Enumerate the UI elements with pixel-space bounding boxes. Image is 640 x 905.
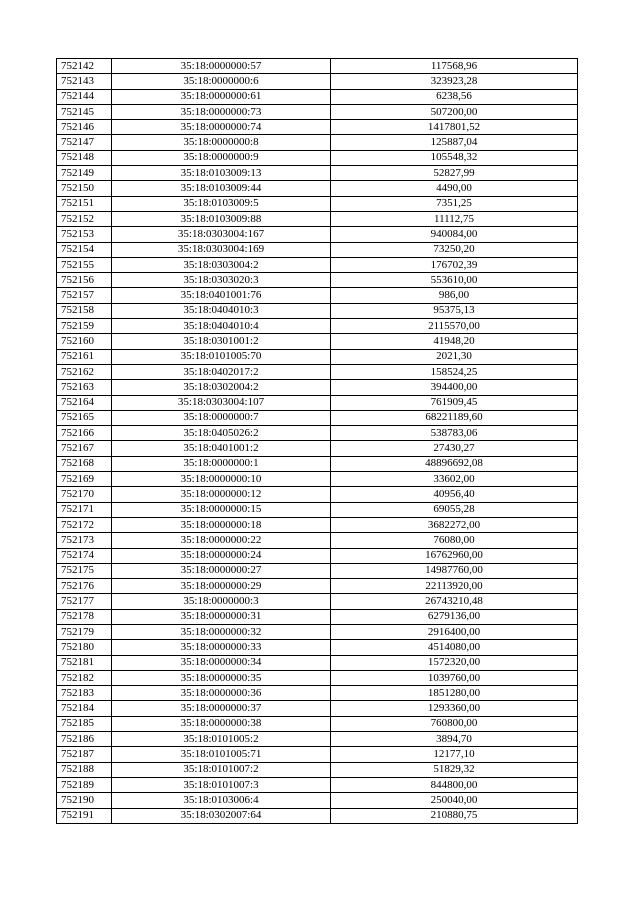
cadastral-number-cell: 35:18:0303004:107 bbox=[112, 395, 331, 410]
cadastral-value-cell: 1039760,00 bbox=[331, 670, 578, 685]
cadastral-number-cell: 35:18:0000000:7 bbox=[112, 410, 331, 425]
cadastral-value-cell: 27430,27 bbox=[331, 441, 578, 456]
cadastral-value-cell: 6279136,00 bbox=[331, 609, 578, 624]
table-row bbox=[57, 395, 578, 410]
record-number-cell: 752174 bbox=[57, 548, 112, 563]
cadastral-value-cell: 507200,00 bbox=[331, 104, 578, 119]
record-number-cell: 752163 bbox=[57, 380, 112, 395]
table-row bbox=[57, 655, 578, 670]
table-row bbox=[57, 288, 578, 303]
table-row bbox=[57, 762, 578, 777]
cadastral-number-cell: 35:18:0000000:32 bbox=[112, 624, 331, 639]
cadastral-value-cell: 11112,75 bbox=[331, 211, 578, 226]
cadastral-number-cell: 35:18:0401001:76 bbox=[112, 288, 331, 303]
record-number-cell: 752189 bbox=[57, 777, 112, 792]
cadastral-number-cell: 35:18:0000000:57 bbox=[112, 59, 331, 74]
cadastral-number-cell: 35:18:0401001:2 bbox=[112, 441, 331, 456]
record-number-cell: 752149 bbox=[57, 166, 112, 181]
cadastral-number-cell: 35:18:0000000:22 bbox=[112, 533, 331, 548]
cadastral-number-cell: 35:18:0101005:71 bbox=[112, 747, 331, 762]
record-number-cell: 752159 bbox=[57, 319, 112, 334]
record-number-cell: 752190 bbox=[57, 793, 112, 808]
table-row bbox=[57, 517, 578, 532]
table-row bbox=[57, 441, 578, 456]
cadastral-value-cell: 14987760,00 bbox=[331, 563, 578, 578]
record-number-cell: 752175 bbox=[57, 563, 112, 578]
record-number-cell: 752164 bbox=[57, 395, 112, 410]
table-row bbox=[57, 502, 578, 517]
record-number-cell: 752145 bbox=[57, 104, 112, 119]
cadastral-number-cell: 35:18:0000000:29 bbox=[112, 579, 331, 594]
table-row bbox=[57, 364, 578, 379]
table-row bbox=[57, 257, 578, 272]
table-row bbox=[57, 410, 578, 425]
cadastral-value-cell: 125887,04 bbox=[331, 135, 578, 150]
cadastral-value-cell: 95375,13 bbox=[331, 303, 578, 318]
table-row bbox=[57, 150, 578, 165]
record-number-cell: 752178 bbox=[57, 609, 112, 624]
cadastral-number-cell: 35:18:0000000:38 bbox=[112, 716, 331, 731]
cadastral-number-cell: 35:18:0303004:167 bbox=[112, 227, 331, 242]
table-row bbox=[57, 533, 578, 548]
cadastral-number-cell: 35:18:0000000:10 bbox=[112, 472, 331, 487]
table-row bbox=[57, 349, 578, 364]
cadastral-number-cell: 35:18:0402017:2 bbox=[112, 364, 331, 379]
record-number-cell: 752176 bbox=[57, 579, 112, 594]
table-row bbox=[57, 334, 578, 349]
record-number-cell: 752150 bbox=[57, 181, 112, 196]
cadastral-value-cell: 69055,28 bbox=[331, 502, 578, 517]
cadastral-number-cell: 35:18:0000000:18 bbox=[112, 517, 331, 532]
cadastral-number-cell: 35:18:0000000:61 bbox=[112, 89, 331, 104]
table-row bbox=[57, 456, 578, 471]
cadastral-value-cell: 2115570,00 bbox=[331, 319, 578, 334]
cadastral-value-cell: 1417801,52 bbox=[331, 120, 578, 135]
table-row bbox=[57, 670, 578, 685]
record-number-cell: 752177 bbox=[57, 594, 112, 609]
cadastral-value-cell: 1572320,00 bbox=[331, 655, 578, 670]
cadastral-number-cell: 35:18:0000000:8 bbox=[112, 135, 331, 150]
cadastral-value-cell: 16762960,00 bbox=[331, 548, 578, 563]
cadastral-number-cell: 35:18:0103009:13 bbox=[112, 166, 331, 181]
table-row bbox=[57, 563, 578, 578]
table-row bbox=[57, 579, 578, 594]
record-number-cell: 752157 bbox=[57, 288, 112, 303]
document-page bbox=[56, 58, 577, 824]
record-number-cell: 752187 bbox=[57, 747, 112, 762]
cadastral-number-cell: 35:18:0000000:9 bbox=[112, 150, 331, 165]
record-number-cell: 752184 bbox=[57, 701, 112, 716]
record-number-cell: 752169 bbox=[57, 472, 112, 487]
cadastral-value-cell: 41948,20 bbox=[331, 334, 578, 349]
record-number-cell: 752185 bbox=[57, 716, 112, 731]
cadastral-number-cell: 35:18:0302007:64 bbox=[112, 808, 331, 823]
cadastral-value-cell: 553610,00 bbox=[331, 273, 578, 288]
record-number-cell: 752158 bbox=[57, 303, 112, 318]
record-number-cell: 752151 bbox=[57, 196, 112, 211]
cadastral-value-cell: 68221189,60 bbox=[331, 410, 578, 425]
table-row bbox=[57, 808, 578, 823]
record-number-cell: 752162 bbox=[57, 364, 112, 379]
table-row bbox=[57, 120, 578, 135]
record-number-cell: 752155 bbox=[57, 257, 112, 272]
record-number-cell: 752161 bbox=[57, 349, 112, 364]
cadastral-number-cell: 35:18:0302004:2 bbox=[112, 380, 331, 395]
table-row bbox=[57, 732, 578, 747]
table-row bbox=[57, 624, 578, 639]
cadastral-number-cell: 35:18:0101005:70 bbox=[112, 349, 331, 364]
cadastral-number-cell: 35:18:0404010:3 bbox=[112, 303, 331, 318]
cadastral-value-cell: 760800,00 bbox=[331, 716, 578, 731]
cadastral-value-table bbox=[56, 58, 578, 824]
cadastral-value-cell: 117568,96 bbox=[331, 59, 578, 74]
cadastral-value-cell: 4490,00 bbox=[331, 181, 578, 196]
cadastral-value-cell: 3894,70 bbox=[331, 732, 578, 747]
table-row bbox=[57, 380, 578, 395]
record-number-cell: 752160 bbox=[57, 334, 112, 349]
cadastral-value-cell: 51829,32 bbox=[331, 762, 578, 777]
cadastral-value-cell: 73250,20 bbox=[331, 242, 578, 257]
cadastral-number-cell: 35:18:0101005:2 bbox=[112, 732, 331, 747]
cadastral-number-cell: 35:18:0000000:73 bbox=[112, 104, 331, 119]
cadastral-number-cell: 35:18:0000000:36 bbox=[112, 686, 331, 701]
cadastral-number-cell: 35:18:0000000:12 bbox=[112, 487, 331, 502]
table-row bbox=[57, 242, 578, 257]
table-row bbox=[57, 104, 578, 119]
record-number-cell: 752171 bbox=[57, 502, 112, 517]
cadastral-number-cell: 35:18:0101007:2 bbox=[112, 762, 331, 777]
cadastral-number-cell: 35:18:0000000:15 bbox=[112, 502, 331, 517]
cadastral-number-cell: 35:18:0000000:1 bbox=[112, 456, 331, 471]
record-number-cell: 752144 bbox=[57, 89, 112, 104]
cadastral-value-cell: 158524,25 bbox=[331, 364, 578, 379]
cadastral-number-cell: 35:18:0303004:169 bbox=[112, 242, 331, 257]
cadastral-number-cell: 35:18:0103009:88 bbox=[112, 211, 331, 226]
table-row bbox=[57, 273, 578, 288]
cadastral-number-cell: 35:18:0103009:44 bbox=[112, 181, 331, 196]
record-number-cell: 752183 bbox=[57, 686, 112, 701]
cadastral-number-cell: 35:18:0000000:31 bbox=[112, 609, 331, 624]
cadastral-value-cell: 3682272,00 bbox=[331, 517, 578, 532]
cadastral-number-cell: 35:18:0000000:35 bbox=[112, 670, 331, 685]
cadastral-number-cell: 35:18:0405026:2 bbox=[112, 426, 331, 441]
cadastral-number-cell: 35:18:0404010:4 bbox=[112, 319, 331, 334]
cadastral-value-cell: 4514080,00 bbox=[331, 640, 578, 655]
table-row bbox=[57, 548, 578, 563]
record-number-cell: 752172 bbox=[57, 517, 112, 532]
cadastral-value-cell: 844800,00 bbox=[331, 777, 578, 792]
cadastral-value-cell: 40956,40 bbox=[331, 487, 578, 502]
cadastral-value-cell: 26743210,48 bbox=[331, 594, 578, 609]
table-row bbox=[57, 793, 578, 808]
cadastral-value-cell: 52827,99 bbox=[331, 166, 578, 181]
cadastral-value-cell: 12177,10 bbox=[331, 747, 578, 762]
record-number-cell: 752142 bbox=[57, 59, 112, 74]
record-number-cell: 752191 bbox=[57, 808, 112, 823]
record-number-cell: 752181 bbox=[57, 655, 112, 670]
table-row bbox=[57, 196, 578, 211]
cadastral-value-cell: 2021,30 bbox=[331, 349, 578, 364]
record-number-cell: 752167 bbox=[57, 441, 112, 456]
table-row bbox=[57, 303, 578, 318]
table-row bbox=[57, 135, 578, 150]
cadastral-number-cell: 35:18:0000000:74 bbox=[112, 120, 331, 135]
table-row bbox=[57, 747, 578, 762]
table-row bbox=[57, 594, 578, 609]
cadastral-number-cell: 35:18:0101007:3 bbox=[112, 777, 331, 792]
cadastral-value-cell: 940084,00 bbox=[331, 227, 578, 242]
table-row bbox=[57, 89, 578, 104]
cadastral-value-cell: 76080,00 bbox=[331, 533, 578, 548]
cadastral-value-cell: 105548,32 bbox=[331, 150, 578, 165]
cadastral-value-cell: 48896692,08 bbox=[331, 456, 578, 471]
table-row bbox=[57, 609, 578, 624]
cadastral-number-cell: 35:18:0000000:34 bbox=[112, 655, 331, 670]
cadastral-value-cell: 761909,45 bbox=[331, 395, 578, 410]
cadastral-value-cell: 394400,00 bbox=[331, 380, 578, 395]
record-number-cell: 752154 bbox=[57, 242, 112, 257]
cadastral-value-cell: 7351,25 bbox=[331, 196, 578, 211]
cadastral-value-cell: 176702,39 bbox=[331, 257, 578, 272]
table-body bbox=[57, 59, 578, 824]
table-row bbox=[57, 472, 578, 487]
cadastral-value-cell: 210880,75 bbox=[331, 808, 578, 823]
cadastral-number-cell: 35:18:0000000:3 bbox=[112, 594, 331, 609]
record-number-cell: 752156 bbox=[57, 273, 112, 288]
record-number-cell: 752147 bbox=[57, 135, 112, 150]
record-number-cell: 752179 bbox=[57, 624, 112, 639]
record-number-cell: 752165 bbox=[57, 410, 112, 425]
record-number-cell: 752173 bbox=[57, 533, 112, 548]
table-row bbox=[57, 59, 578, 74]
record-number-cell: 752170 bbox=[57, 487, 112, 502]
table-row bbox=[57, 74, 578, 89]
table-row bbox=[57, 319, 578, 334]
cadastral-value-cell: 323923,28 bbox=[331, 74, 578, 89]
cadastral-number-cell: 35:18:0103009:5 bbox=[112, 196, 331, 211]
record-number-cell: 752152 bbox=[57, 211, 112, 226]
cadastral-number-cell: 35:18:0103006:4 bbox=[112, 793, 331, 808]
table-row bbox=[57, 211, 578, 226]
table-row bbox=[57, 166, 578, 181]
cadastral-number-cell: 35:18:0000000:33 bbox=[112, 640, 331, 655]
record-number-cell: 752182 bbox=[57, 670, 112, 685]
record-number-cell: 752188 bbox=[57, 762, 112, 777]
table-row bbox=[57, 686, 578, 701]
record-number-cell: 752143 bbox=[57, 74, 112, 89]
cadastral-number-cell: 35:18:0000000:37 bbox=[112, 701, 331, 716]
cadastral-value-cell: 6238,56 bbox=[331, 89, 578, 104]
cadastral-value-cell: 33602,00 bbox=[331, 472, 578, 487]
record-number-cell: 752186 bbox=[57, 732, 112, 747]
record-number-cell: 752166 bbox=[57, 426, 112, 441]
record-number-cell: 752168 bbox=[57, 456, 112, 471]
table-row bbox=[57, 227, 578, 242]
table-row bbox=[57, 777, 578, 792]
record-number-cell: 752148 bbox=[57, 150, 112, 165]
cadastral-number-cell: 35:18:0000000:24 bbox=[112, 548, 331, 563]
record-number-cell: 752146 bbox=[57, 120, 112, 135]
table-row bbox=[57, 701, 578, 716]
cadastral-value-cell: 22113920,00 bbox=[331, 579, 578, 594]
cadastral-number-cell: 35:18:0000000:6 bbox=[112, 74, 331, 89]
cadastral-value-cell: 250040,00 bbox=[331, 793, 578, 808]
cadastral-value-cell: 538783,06 bbox=[331, 426, 578, 441]
record-number-cell: 752180 bbox=[57, 640, 112, 655]
cadastral-number-cell: 35:18:0303020:3 bbox=[112, 273, 331, 288]
cadastral-value-cell: 1293360,00 bbox=[331, 701, 578, 716]
cadastral-number-cell: 35:18:0000000:27 bbox=[112, 563, 331, 578]
cadastral-value-cell: 1851280,00 bbox=[331, 686, 578, 701]
table-row bbox=[57, 426, 578, 441]
cadastral-number-cell: 35:18:0301001:2 bbox=[112, 334, 331, 349]
cadastral-number-cell: 35:18:0303004:2 bbox=[112, 257, 331, 272]
table-row bbox=[57, 640, 578, 655]
table-row bbox=[57, 487, 578, 502]
cadastral-value-cell: 2916400,00 bbox=[331, 624, 578, 639]
table-row bbox=[57, 181, 578, 196]
cadastral-value-cell: 986,00 bbox=[331, 288, 578, 303]
table-row bbox=[57, 716, 578, 731]
record-number-cell: 752153 bbox=[57, 227, 112, 242]
